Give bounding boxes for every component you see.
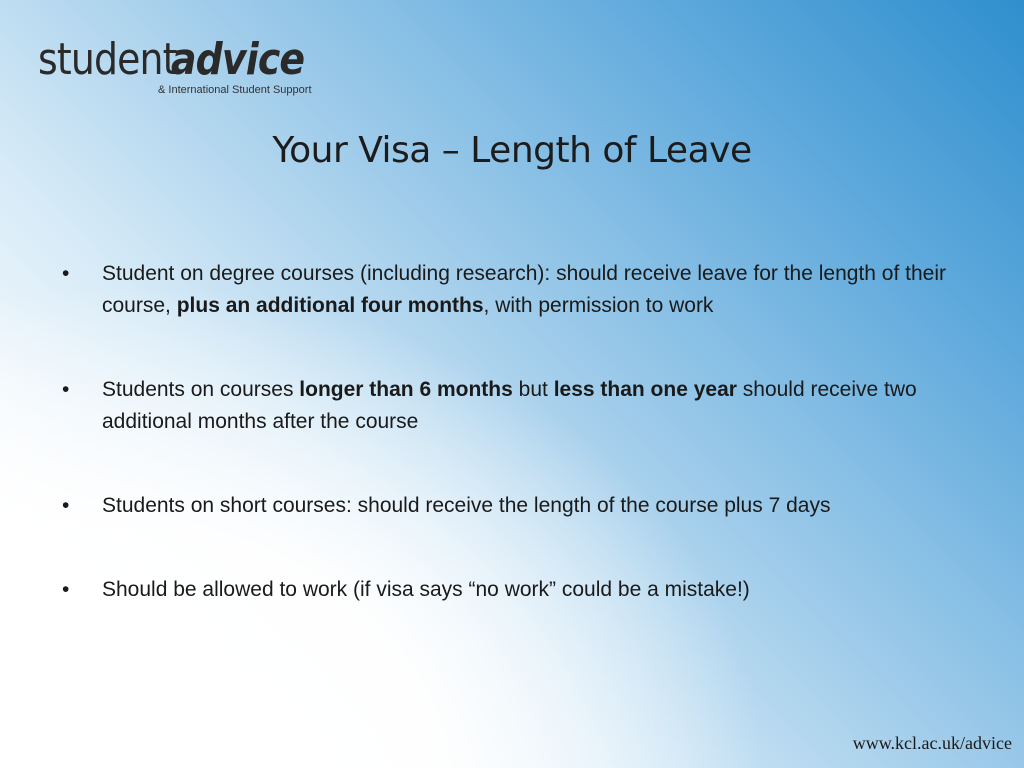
logo-word-advice: advice <box>171 34 305 85</box>
bullet-emphasis: plus an additional four months <box>176 294 484 317</box>
bullet-text: Should be allowed to work (if visa says “no work” could be a mistake!) <box>102 578 750 601</box>
slide-title: Your Visa – Length of Leave <box>272 130 752 171</box>
bullet-item <box>62 574 974 606</box>
bullet-dot-icon: • <box>62 578 70 601</box>
bullet-item <box>62 374 974 438</box>
logo-tagline: & International Student Support <box>158 84 312 96</box>
bullet-emphasis: longer than 6 months <box>299 378 513 401</box>
student-advice-logo <box>38 34 338 100</box>
bullet-item <box>62 258 974 322</box>
logo-word-student: student <box>38 34 177 85</box>
bullet-item <box>62 490 974 522</box>
footer-website-link[interactable]: www.kcl.ac.uk/advice <box>852 733 1012 753</box>
bullet-text: but <box>512 378 554 401</box>
bullet-text: , with permission to work <box>483 294 714 317</box>
bullet-dot-icon: • <box>62 262 70 285</box>
bullet-list <box>62 258 974 658</box>
bullet-text: Students on courses <box>102 378 300 401</box>
bullet-text: should receive two additional months after the course <box>102 378 917 433</box>
bullet-dot-icon: • <box>62 494 70 517</box>
bullet-text: Student on degree courses (including research): should receive leave for the length of their course, <box>102 262 946 317</box>
bullet-text: Students on short courses: should receive the length of the course plus 7 days <box>102 494 831 517</box>
bullet-dot-icon: • <box>62 378 70 401</box>
bullet-emphasis: less than one year <box>553 378 737 401</box>
logo-wordmark <box>38 34 326 85</box>
